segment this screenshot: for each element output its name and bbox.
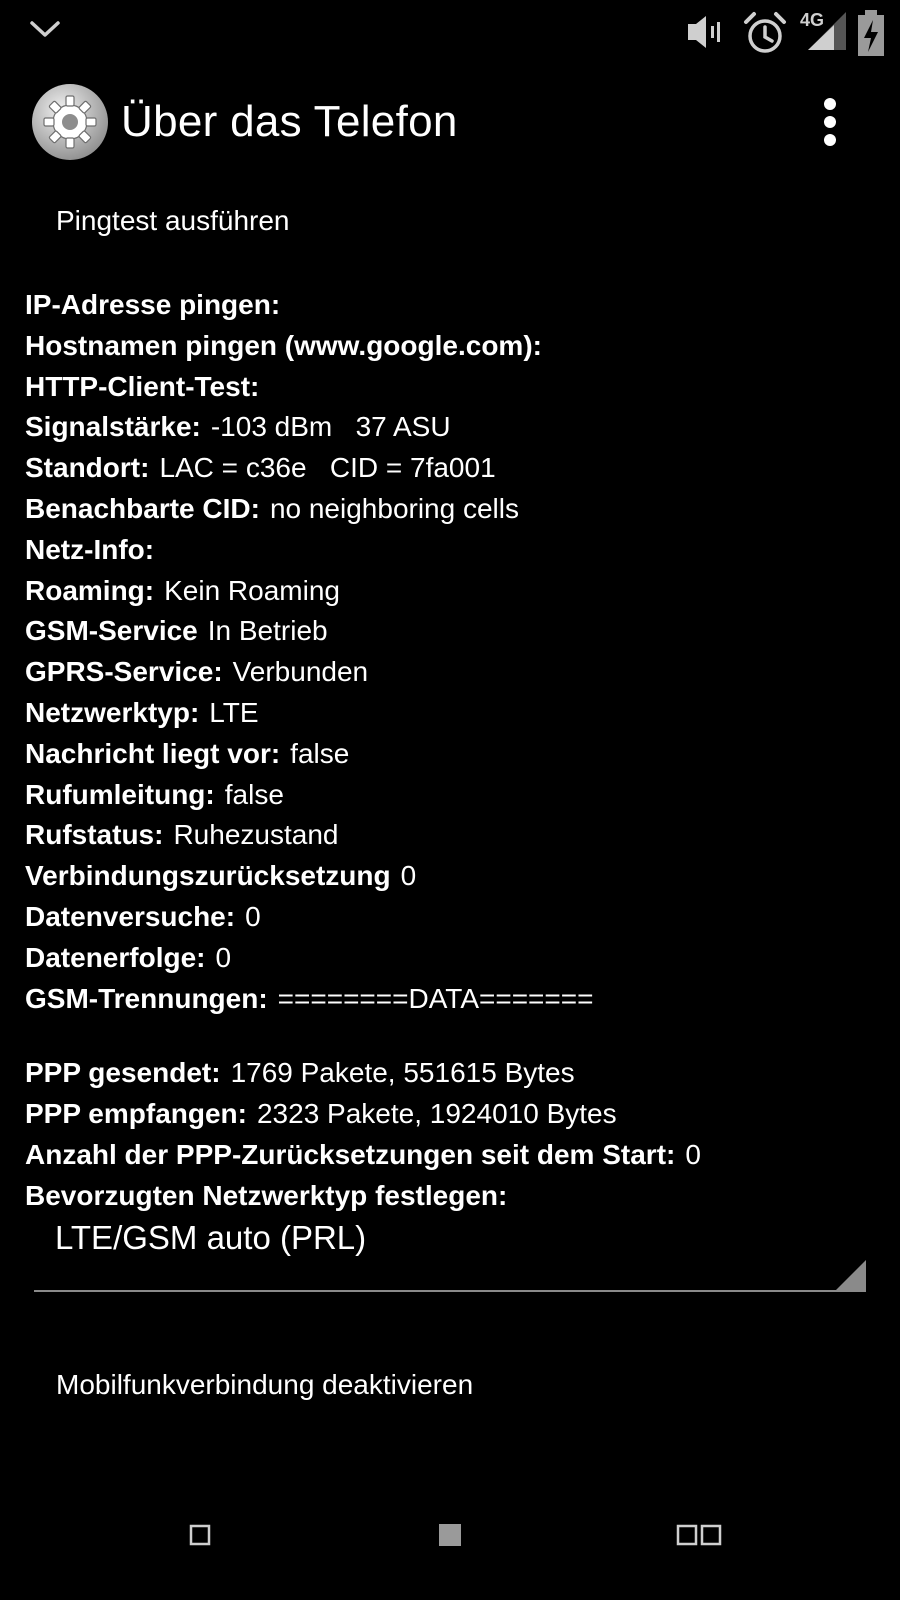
info-label: Anzahl der PPP-Zurücksetzungen seit dem Start: xyxy=(25,1138,676,1170)
info-label: GSM-Trennungen: xyxy=(25,982,268,1014)
info-value: LTE xyxy=(209,696,259,728)
info-row-data-attempts xyxy=(25,897,885,938)
info-value: LAC = c36e CID = 7fa001 xyxy=(159,452,496,484)
info-label: GSM-Service xyxy=(25,615,198,647)
dropdown-triangle-icon xyxy=(834,1260,866,1292)
back-icon[interactable] xyxy=(170,1510,230,1560)
info-spacer xyxy=(25,1019,885,1053)
info-row-ping-hostname xyxy=(25,326,885,367)
info-label: Roaming: xyxy=(25,574,155,606)
info-label: Netz-Info: xyxy=(25,533,155,565)
info-row-preferred-network xyxy=(25,1176,885,1217)
spinner-underline xyxy=(34,1290,866,1292)
info-row-call-status xyxy=(25,815,885,856)
page-title: Über das Telefon xyxy=(121,97,458,146)
info-label: Hostnamen pingen (www.google.com): xyxy=(25,329,542,361)
info-value: false xyxy=(290,737,350,769)
info-row-neighboring-cid xyxy=(25,489,885,530)
info-value: In Betrieb xyxy=(207,615,328,647)
navigation-bar xyxy=(0,1496,900,1580)
info-label: Rufstatus: xyxy=(25,819,164,851)
info-value: false xyxy=(224,778,284,810)
info-label: Rufumleitung: xyxy=(25,778,215,810)
preferred-network-spinner[interactable] xyxy=(34,1214,866,1292)
info-row-ppp-received xyxy=(25,1094,885,1135)
phone-info-list xyxy=(25,285,885,1217)
info-row-network-type xyxy=(25,693,885,734)
info-label: Nachricht liegt vor: xyxy=(25,737,281,769)
info-value: 0 xyxy=(215,941,232,973)
info-label: Netzwerktyp: xyxy=(25,696,200,728)
recent-apps-icon[interactable] xyxy=(670,1510,730,1560)
battery-charging-icon xyxy=(856,8,886,58)
info-row-http-client-test xyxy=(25,367,885,408)
info-value: Ruhezustand xyxy=(173,819,339,851)
info-row-gsm-service xyxy=(25,611,885,652)
info-value: Kein Roaming xyxy=(164,574,340,606)
info-label: Datenversuche: xyxy=(25,900,236,932)
info-label: PPP empfangen: xyxy=(25,1098,247,1130)
network-type-label: 4G xyxy=(800,10,825,30)
ping-test-button[interactable]: Pingtest ausführen xyxy=(56,205,290,236)
info-row-call-redirect xyxy=(25,775,885,816)
info-row-roaming xyxy=(25,571,885,612)
info-label: GPRS-Service: xyxy=(25,656,223,688)
info-label: PPP gesendet: xyxy=(25,1057,221,1089)
info-row-message-waiting xyxy=(25,734,885,775)
info-value: ========DATA======= xyxy=(277,982,594,1014)
info-value: 2323 Pakete, 1924010 Bytes xyxy=(256,1098,617,1130)
info-row-ppp-sent xyxy=(25,1053,885,1094)
info-row-gprs-service xyxy=(25,652,885,693)
info-value: 0 xyxy=(245,900,261,932)
info-label: Datenerfolge: xyxy=(25,941,206,973)
info-label: Verbindungszurücksetzung xyxy=(25,860,391,892)
alarm-icon xyxy=(742,8,788,56)
info-row-ping-ip xyxy=(25,285,885,326)
action-bar xyxy=(0,70,900,180)
info-value: 0 xyxy=(685,1138,701,1170)
info-label: IP-Adresse pingen: xyxy=(25,289,281,320)
info-label: Bevorzugten Netzwerktyp festlegen: xyxy=(25,1179,508,1211)
info-row-network-info xyxy=(25,530,885,571)
info-row-signal-strength xyxy=(25,407,885,448)
info-row-location xyxy=(25,448,885,489)
info-label: HTTP-Client-Test: xyxy=(25,370,260,402)
info-label: Signalstärke: xyxy=(25,411,201,443)
info-label: Benachbarte CID: xyxy=(25,492,260,524)
spinner-selected-value: LTE/GSM auto (PRL) xyxy=(55,1219,367,1256)
settings-gear-icon[interactable] xyxy=(30,82,110,162)
info-label: Standort: xyxy=(25,452,150,484)
info-value: 1769 Pakete, 551615 Bytes xyxy=(230,1057,575,1089)
info-value: 0 xyxy=(400,860,417,892)
disable-mobile-radio-button[interactable]: Mobilfunkverbindung deaktivieren xyxy=(56,1369,474,1400)
overflow-menu-icon[interactable] xyxy=(810,96,850,150)
info-row-ppp-resets xyxy=(25,1135,885,1176)
chevron-down-icon[interactable] xyxy=(28,14,62,44)
home-icon[interactable] xyxy=(420,1510,480,1560)
info-value: -103 dBm 37 ASU xyxy=(210,411,451,443)
info-row-connection-reset xyxy=(25,856,885,897)
status-bar xyxy=(0,0,900,64)
info-value: no neighboring cells xyxy=(269,492,519,524)
info-value: Verbunden xyxy=(232,656,369,688)
vibrate-icon xyxy=(684,8,724,56)
info-row-gsm-disconnects xyxy=(25,979,885,1020)
info-row-data-successes xyxy=(25,938,885,979)
